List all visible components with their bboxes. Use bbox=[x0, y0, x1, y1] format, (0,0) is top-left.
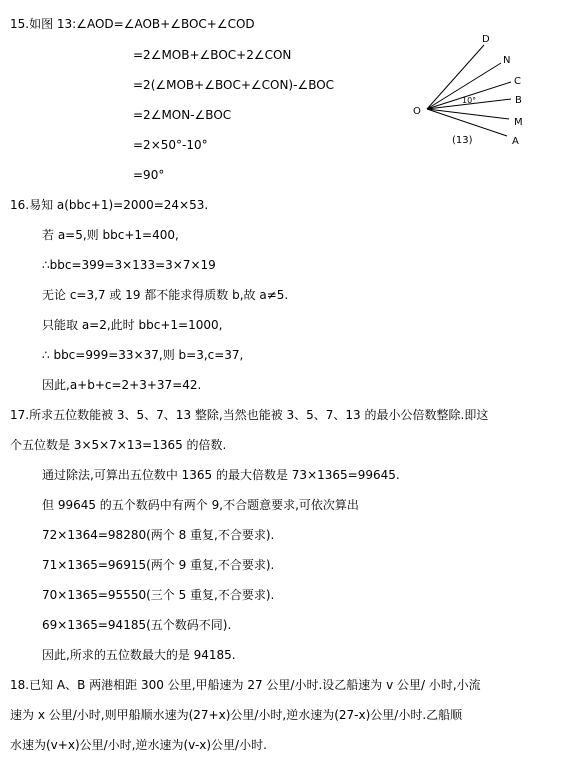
angle-label: 10° bbox=[462, 96, 477, 105]
p17-line-2: 个五位数是 3×5×7×13=1365 的倍数. bbox=[10, 438, 227, 452]
label-b: B bbox=[515, 95, 522, 106]
label-a: A bbox=[512, 136, 519, 147]
p15-line-2: =2∠MOB+∠BOC+2∠CON bbox=[133, 48, 292, 62]
p15-line-3: =2(∠MOB+∠BOC+∠CON)-∠BOC bbox=[133, 78, 335, 92]
p16-line-1: 16.易知 a(bbc+1)=2000=24×53. bbox=[10, 198, 209, 212]
p15-line-4: =2∠MON-∠BOC bbox=[133, 108, 232, 122]
p15-line-6: =90° bbox=[133, 168, 165, 182]
p17-line-9: 因此,所求的五位数最大的是 94185. bbox=[42, 648, 236, 662]
p16-line-2: 若 a=5,则 bbc+1=400, bbox=[42, 228, 179, 242]
p17-line-8: 69×1365=94185(五个数码不同). bbox=[42, 618, 232, 632]
p17-line-7: 70×1365=95550(三个 5 重复,不合要求). bbox=[42, 588, 275, 602]
p17-line-4: 但 99645 的五个数码中有两个 9,不合题意要求,可依次算出 bbox=[42, 498, 359, 512]
p17-line-5: 72×1364=98280(两个 8 重复,不合要求). bbox=[42, 528, 275, 542]
p18-line-3: 水速为(v+x)公里/小时,逆水速为(v-x)公里/小时. bbox=[10, 738, 267, 752]
label-n: N bbox=[503, 55, 511, 66]
p18-line-2: 速为 x 公里/小时,则甲船顺水速为(27+x)公里/小时,逆水速为(27-x)公里/小时.乙船顺 bbox=[10, 708, 463, 722]
geometry-figure bbox=[400, 25, 550, 155]
p15-line-5: =2×50°-10° bbox=[133, 138, 208, 152]
p16-line-3: ∴bbc=399=3×133=3×7×19 bbox=[42, 258, 216, 272]
p17-line-1: 17.所求五位数能被 3、5、7、13 整除,当然也能被 3、5、7、13 的最小公倍数整除.即这 bbox=[10, 408, 489, 422]
ray-om bbox=[427, 109, 509, 119]
p17-line-3: 通过除法,可算出五位数中 1365 的最大倍数是 73×1365=99645. bbox=[42, 468, 400, 482]
figure-caption: (13) bbox=[452, 135, 473, 146]
label-d: D bbox=[482, 34, 490, 45]
p18-line-1: 18.已知 A、B 两港相距 300 公里,甲船速为 27 公里/小时.设乙船速为 v 公里/ 小时,小流 bbox=[10, 678, 481, 692]
p16-line-5: 只能取 a=2,此时 bbc+1=1000, bbox=[42, 318, 223, 332]
label-m: M bbox=[514, 117, 523, 128]
p15-line-1: 15.如图 13:∠AOD=∠AOB+∠BOC+∠COD bbox=[10, 17, 255, 31]
p16-line-6: ∴ bbc=999=33×37,则 b=3,c=37, bbox=[42, 348, 244, 362]
label-o: O bbox=[413, 106, 421, 117]
label-c: C bbox=[514, 76, 521, 87]
ray-oa bbox=[427, 109, 507, 136]
p16-line-7: 因此,a+b+c=2+3+37=42. bbox=[42, 378, 202, 392]
p17-line-6: 71×1365=96915(两个 9 重复,不合要求). bbox=[42, 558, 275, 572]
p16-line-4: 无论 c=3,7 或 19 都不能求得质数 b,故 a≠5. bbox=[42, 288, 289, 302]
